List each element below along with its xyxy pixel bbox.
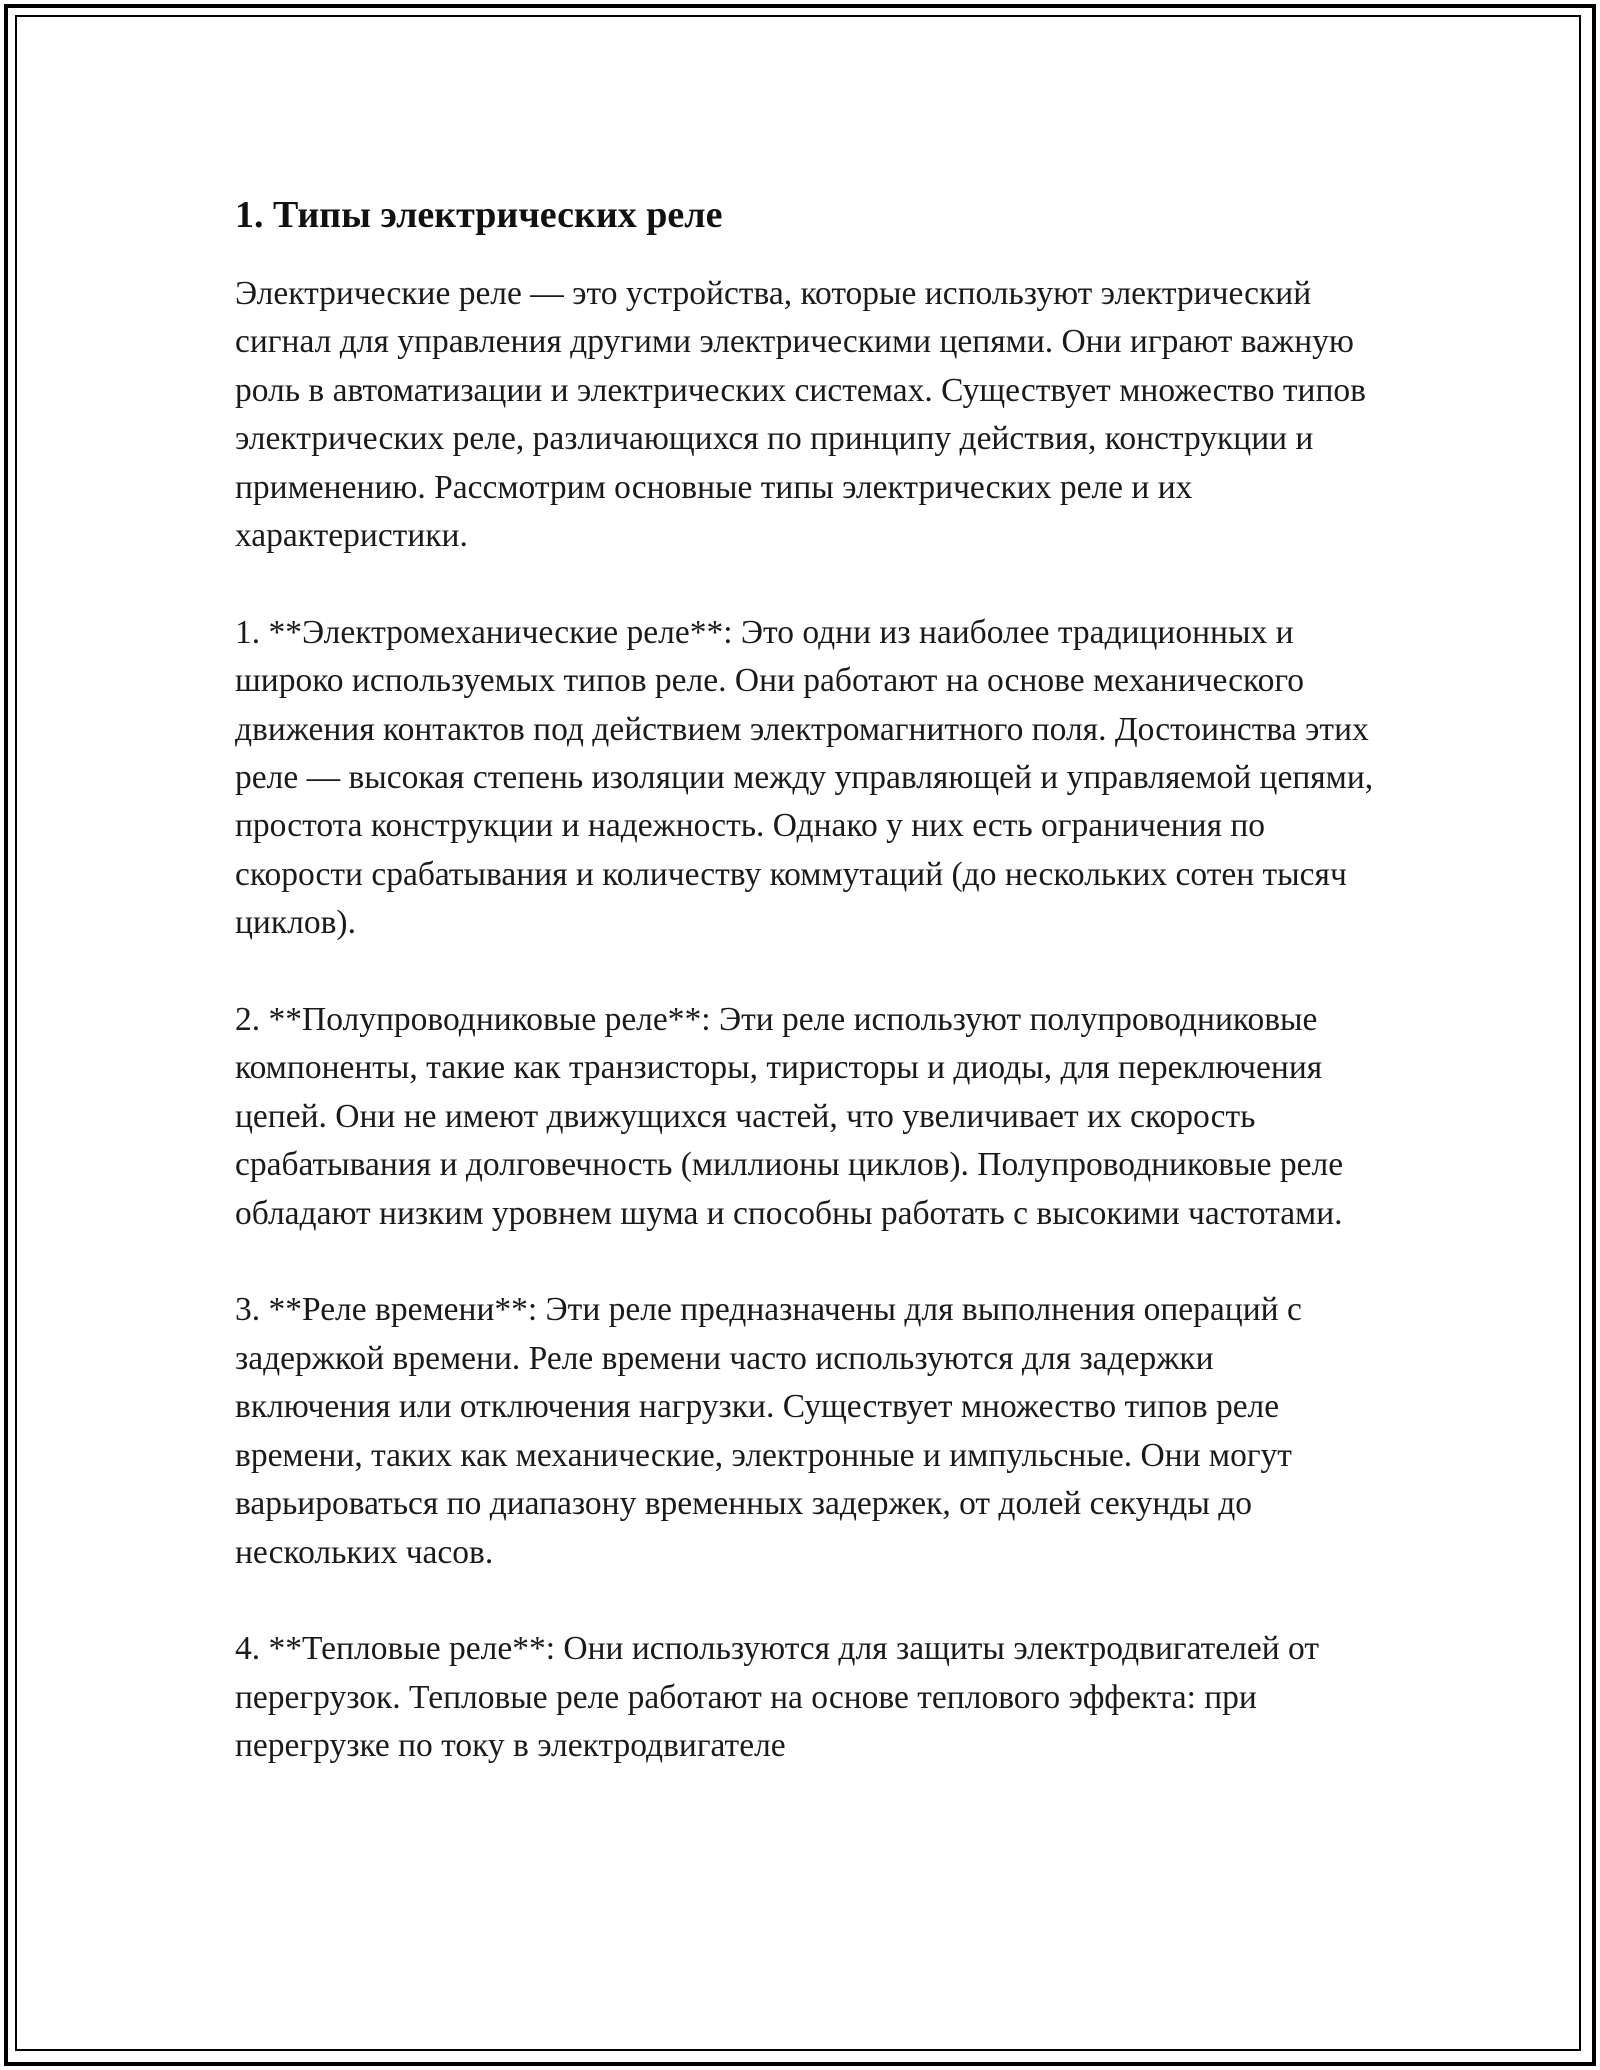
- section-heading: 1. Типы электрических реле: [235, 194, 723, 236]
- paragraph-semiconductor-relays: 2. **Полупроводниковые реле**: Эти реле используют полупроводниковые компоненты, такие как транзисторы, тиристоры и диоды, для переключения цепей. Они не имеют движущихся частей, что увеличивает их скорость срабатывания и долговечность (миллионы циклов). Полупроводниковые реле обладают низким уровнем шума и способны работать с высокими частотами.: [235, 1001, 1344, 1232]
- paragraph-time-relays: 3. **Реле времени**: Эти реле предназначены для выполнения операций с задержкой времени. Реле времени часто используются для задержки включения или отключения нагрузки. Существует множество типов реле времени, таких как механические, электронные и импульсные. Они могут варьироваться по диапазону временных задержек, от долей секунды до нескольких часов.: [235, 1291, 1302, 1571]
- document-body: [235, 188, 1375, 1819]
- paragraph-electromechanical-relays: 1. **Электромеханические реле**: Это одни из наиболее традиционных и широко используемых типов реле. Они работают на основе механического движения контактов под действием электромагнитного поля. Достоинства этих реле — высокая степень изоляции между управляющей и управляемой цепями, простота конструкции и надежность. Однако у них есть ограничения по скорости срабатывания и количеству коммутаций (до нескольких сотен тысяч циклов).: [235, 613, 1374, 942]
- paragraph-thermal-relays: 4. **Тепловые реле**: Они используются для защиты электродвигателей от перегрузок. Тепловые реле работают на основе теплового эффекта: при перегрузке по току в электродвигателе: [235, 1630, 1319, 1765]
- intro-paragraph: Электрические реле — это устройства, которые используют электрический сигнал для управления другими электрическими цепями. Они играют важную роль в автоматизации и электрических системах. Существует множество типов электрических реле, различающихся по принципу действия, конструкции и применению. Рассмотрим основные типы электрических реле и их характеристики.: [235, 275, 1366, 555]
